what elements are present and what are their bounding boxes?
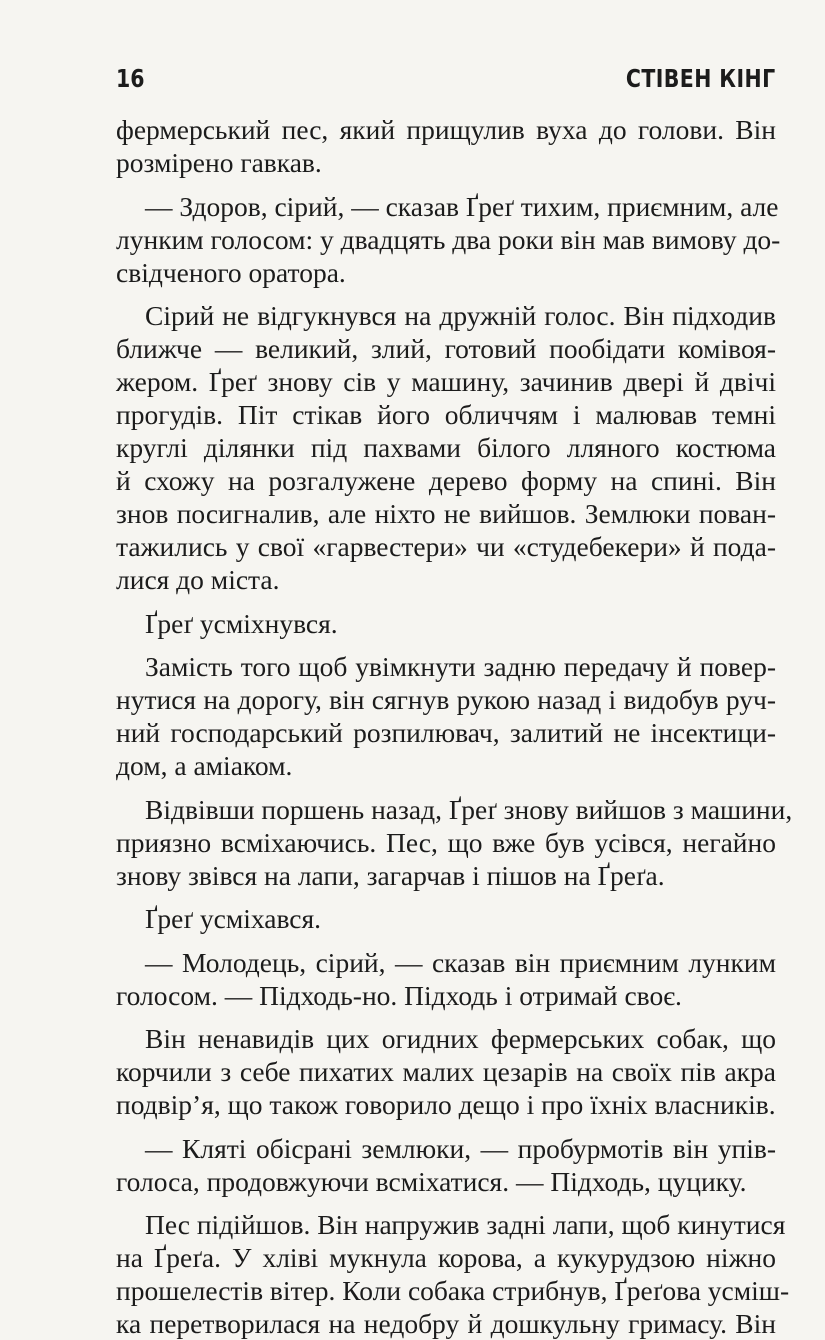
- text-line: — Кляті обісрані землюки, — пробурмотів він упів-: [145, 1132, 776, 1164]
- paragraph-gap: [116, 935, 776, 946]
- page-number: 16: [116, 64, 145, 93]
- text-line: прогудів. Піт стікав його обличчям і малював темні: [116, 399, 776, 430]
- text-line: лися до міста.: [116, 564, 280, 595]
- paragraph: [116, 299, 776, 596]
- paragraph: [116, 793, 793, 892]
- text-line: ка перетворилася на недобру й дошкульну гримасу. Він: [116, 1308, 776, 1339]
- body-text: [116, 113, 793, 1340]
- text-line: Сірий не відгукнувся на дружній голос. Він підходив: [145, 300, 776, 331]
- text-line: дом, а аміаком.: [116, 750, 293, 781]
- paragraph: [116, 1132, 776, 1198]
- text-line: голоса, продовжуючи всміхатися. — Підходь, цуцику.: [116, 1165, 747, 1197]
- paragraph-gap: [116, 179, 776, 190]
- text-line: розмірено гавкав.: [116, 147, 322, 178]
- text-line: знову звівся на лапи, загарчав і пішов на Ґреґа.: [116, 859, 665, 891]
- paragraph: [116, 190, 781, 289]
- text-line: нутися на дорогу, він сягнув рукою назад і видобув руч-: [116, 684, 776, 715]
- text-line: Ґреґ усміхався.: [145, 903, 322, 934]
- paragraph: [116, 1208, 790, 1340]
- text-line: жером. Ґреґ знову сів у машину, зачинив двері й двічі: [116, 366, 776, 397]
- paragraph-gap: [116, 640, 776, 651]
- paragraph: [116, 607, 776, 640]
- text-line: — Здоров, сірий, — сказав Ґреґ тихим, приємним, але: [145, 190, 779, 222]
- text-line: подвір’я, що також говорило дещо і про їхніх власників.: [116, 1089, 776, 1120]
- text-line: Пес підійшов. Він напружив задні лапи, щоб кинутися: [145, 1209, 786, 1240]
- text-line: фермерський пес, який прищулив вуха до голови. Він: [116, 114, 776, 145]
- paragraph: [116, 946, 776, 1012]
- paragraph-gap: [116, 596, 776, 607]
- text-line: прошелестів вітер. Коли собака стрибнув, Ґреґова усміш-: [116, 1275, 790, 1306]
- text-line: Він ненавидів цих огидних фермерських собак, що: [145, 1023, 776, 1054]
- text-line: тажились у свої «гарвестери» чи «студебекери» й пода-: [116, 531, 776, 562]
- running-head-author: СТІВЕН КІНГ: [626, 64, 776, 93]
- paragraph: [116, 650, 776, 782]
- paragraph-gap: [116, 782, 776, 793]
- paragraph: [116, 113, 776, 179]
- paragraph-gap: [116, 892, 776, 903]
- text-line: ний господарський розпилювач, залитий не інсектици-: [116, 717, 776, 748]
- paragraph-gap: [116, 289, 776, 300]
- text-line: голосом. — Підходь-но. Підходь і отримай своє.: [116, 979, 682, 1011]
- page-header: [116, 62, 776, 96]
- text-line: лунким голосом: у двадцять два роки він мав вимову до-: [116, 223, 781, 255]
- text-line: Замість того щоб увімкнути задню передачу й повер-: [145, 651, 776, 682]
- paragraph-gap: [116, 1121, 776, 1132]
- text-line: — Молодець, сірий, — сказав він приємним лунким: [145, 946, 776, 978]
- text-line: корчили з себе пихатих малих цезарів на своїх пів акра: [116, 1056, 776, 1087]
- text-line: круглі ділянки під пахвами білого лляного костюма: [116, 432, 776, 463]
- paragraph: [116, 902, 776, 935]
- text-line: Ґреґ усміхнувся.: [145, 607, 338, 639]
- text-line: на Ґреґа. У хліві мукнула корова, а кукурудзою ніжно: [116, 1242, 776, 1273]
- paragraph: [116, 1022, 776, 1121]
- text-line: приязно всміхаючись. Пес, що вже був усівся, негайно: [116, 826, 776, 858]
- paragraph-gap: [116, 1012, 776, 1023]
- text-line: ближче — великий, злий, готовий пообідати комівоя-: [116, 333, 776, 364]
- text-line: й схожу на розгалужене дерево форму на спині. Він: [116, 465, 776, 496]
- text-line: Відвівши поршень назад, Ґреґ знову вийшов з машини,: [145, 793, 793, 825]
- text-line: свідченого оратора.: [116, 256, 346, 288]
- text-line: знов посигналив, але ніхто не вийшов. Землюки пован-: [116, 498, 776, 529]
- paragraph-gap: [116, 1198, 776, 1209]
